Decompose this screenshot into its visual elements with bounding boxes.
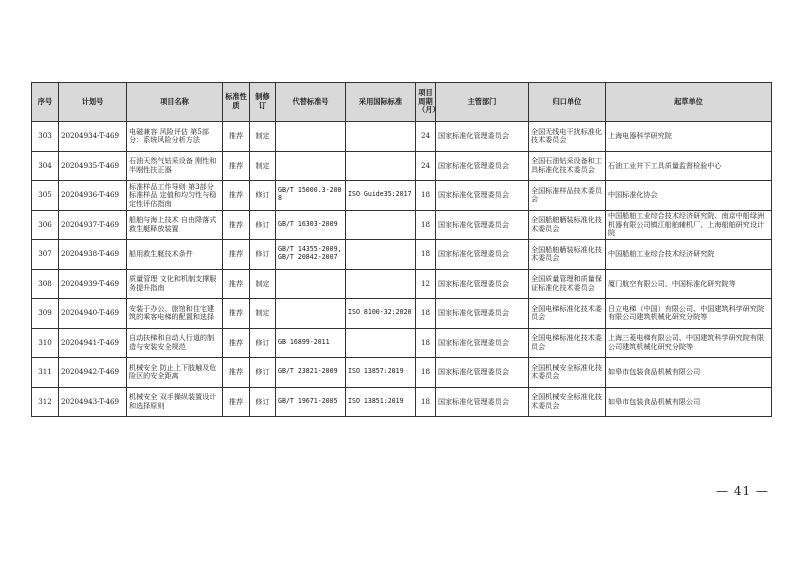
cell-project-name: 自动扶梯和自动人行道的制造与安装安全规范 xyxy=(127,328,223,358)
cell-project-name: 标准样品工作导则 第3部分 标准样品 定值和均匀性与稳定性评估指南 xyxy=(127,181,223,211)
table-row xyxy=(32,122,772,152)
cell-tc: 全国石油钻采设备和工具标准化技术委员会 xyxy=(529,151,606,181)
table-row xyxy=(32,210,772,240)
cell-plan-no: 20204943-T-469 xyxy=(59,387,127,417)
cell-nature: 推荐 xyxy=(223,269,250,299)
cell-project-name: 安装于办公、旅馆和住宅建筑的乘客电梯的配置和选择 xyxy=(127,299,223,329)
header-project-name: 项目名称 xyxy=(127,83,223,122)
cell-seq: 312 xyxy=(32,387,59,417)
header-plan-no: 计划号 xyxy=(59,83,127,122)
cell-project-name: 船用救生艇技术条件 xyxy=(127,240,223,270)
cell-cycle: 18 xyxy=(416,210,436,240)
cell-nature: 推荐 xyxy=(223,299,250,329)
cell-plan-no: 20204934-T-469 xyxy=(59,122,127,152)
cell-authority: 国家标准化管理委员会 xyxy=(436,299,529,329)
cell-authority: 国家标准化管理委员会 xyxy=(436,328,529,358)
cell-nature: 推荐 xyxy=(223,358,250,388)
cell-revision: 修订 xyxy=(250,387,276,417)
cell-authority: 国家标准化管理委员会 xyxy=(436,210,529,240)
cell-project-name: 船舶与海上技术 自由降落式救生艇释放装置 xyxy=(127,210,223,240)
cell-tc: 全国船舶舾装标准化技术委员会 xyxy=(529,240,606,270)
cell-tc: 全国无线电干扰标准化技术委员会 xyxy=(529,122,606,152)
cell-drafter: 中国船舶工业综合技术经济研究院 xyxy=(606,240,772,270)
cell-revision: 制定 xyxy=(250,269,276,299)
cell-cycle: 18 xyxy=(416,181,436,211)
cell-revision: 修订 xyxy=(250,240,276,270)
table-header-row xyxy=(32,83,772,122)
cell-intl-std xyxy=(346,240,416,270)
cell-intl-std xyxy=(346,269,416,299)
cell-seq: 309 xyxy=(32,299,59,329)
cell-intl-std xyxy=(346,122,416,152)
cell-intl-std xyxy=(346,210,416,240)
header-intl-std: 采用国际标准 xyxy=(346,83,416,122)
header-seq: 序号 xyxy=(32,83,59,122)
cell-replaced-std xyxy=(276,151,346,181)
cell-nature: 推荐 xyxy=(223,240,250,270)
cell-tc: 全国机械安全标准化技术委员会 xyxy=(529,358,606,388)
standards-plan-table xyxy=(31,82,772,417)
cell-intl-std: ISO 13851:2019 xyxy=(346,387,416,417)
cell-revision: 修订 xyxy=(250,210,276,240)
cell-drafter: 中国船舶工业综合技术经济研究院、南京中船绿洲机器有限公司镇江船舶辅机厂、上海船舶研究设计院 xyxy=(606,210,772,240)
cell-authority: 国家标准化管理委员会 xyxy=(436,387,529,417)
cell-tc: 全国电梯标准化技术委员会 xyxy=(529,328,606,358)
table-row xyxy=(32,299,772,329)
cell-intl-std: ISO 13857:2019 xyxy=(346,358,416,388)
cell-project-name: 电磁兼容 风险评估 第5部分：系统风险分析方法 xyxy=(127,122,223,152)
cell-drafter: 石油工业井下工具质量监督检验中心 xyxy=(606,151,772,181)
cell-authority: 国家标准化管理委员会 xyxy=(436,122,529,152)
cell-nature: 推荐 xyxy=(223,122,250,152)
table-row xyxy=(32,328,772,358)
cell-plan-no: 20204938-T-469 xyxy=(59,240,127,270)
cell-cycle: 12 xyxy=(416,269,436,299)
cell-authority: 国家标准化管理委员会 xyxy=(436,151,529,181)
table-row xyxy=(32,240,772,270)
header-drafter: 起草单位 xyxy=(606,83,772,122)
cell-authority: 国家标准化管理委员会 xyxy=(436,181,529,211)
cell-project-name: 机械安全 双手操纵装置设计和选择原则 xyxy=(127,387,223,417)
cell-seq: 307 xyxy=(32,240,59,270)
table-row xyxy=(32,387,772,417)
cell-seq: 306 xyxy=(32,210,59,240)
header-replaced-std: 代替标准号 xyxy=(276,83,346,122)
cell-revision: 制定 xyxy=(250,299,276,329)
cell-replaced-std: GB/T 19671-2005 xyxy=(276,387,346,417)
cell-tc: 全国船舶舾装标准化技术委员会 xyxy=(529,210,606,240)
cell-plan-no: 20204937-T-469 xyxy=(59,210,127,240)
table-row xyxy=(32,151,772,181)
cell-revision: 修订 xyxy=(250,181,276,211)
cell-seq: 310 xyxy=(32,328,59,358)
cell-tc: 全国标准样品技术委员会 xyxy=(529,181,606,211)
header-revision: 制修订 xyxy=(250,83,276,122)
table-body xyxy=(32,122,772,417)
table-row xyxy=(32,181,772,211)
cell-plan-no: 20204940-T-469 xyxy=(59,299,127,329)
cell-nature: 推荐 xyxy=(223,328,250,358)
cell-replaced-std: GB/T 15000.3-2008 xyxy=(276,181,346,211)
cell-tc: 全国电梯标准化技术委员会 xyxy=(529,299,606,329)
cell-seq: 305 xyxy=(32,181,59,211)
cell-tc: 全国质量管理和质量保证标准化技术委员会 xyxy=(529,269,606,299)
header-tc: 归口单位 xyxy=(529,83,606,122)
cell-revision: 制定 xyxy=(250,151,276,181)
cell-plan-no: 20204939-T-469 xyxy=(59,269,127,299)
cell-drafter: 厦门航空有限公司、中国标准化研究院等 xyxy=(606,269,772,299)
cell-project-name: 石油天然气钻采设备 刚性和半刚性扶正器 xyxy=(127,151,223,181)
header-nature: 标准性质 xyxy=(223,83,250,122)
cell-intl-std xyxy=(346,328,416,358)
cell-drafter: 上海电器科学研究院 xyxy=(606,122,772,152)
cell-revision: 修订 xyxy=(250,358,276,388)
cell-cycle: 24 xyxy=(416,151,436,181)
cell-cycle: 18 xyxy=(416,240,436,270)
cell-authority: 国家标准化管理委员会 xyxy=(436,240,529,270)
cell-drafter: 日立电梯（中国）有限公司、中国建筑科学研究院有限公司建筑机械化研究分院等 xyxy=(606,299,772,329)
cell-seq: 308 xyxy=(32,269,59,299)
cell-replaced-std: GB/T 16303-2009 xyxy=(276,210,346,240)
cell-drafter: 中国标准化协会 xyxy=(606,181,772,211)
cell-replaced-std: GB 16899-2011 xyxy=(276,328,346,358)
cell-intl-std xyxy=(346,151,416,181)
cell-tc: 全国机械安全标准化技术委员会 xyxy=(529,387,606,417)
cell-nature: 推荐 xyxy=(223,210,250,240)
cell-nature: 推荐 xyxy=(223,151,250,181)
page-number: — 41 — xyxy=(716,484,769,498)
cell-replaced-std xyxy=(276,299,346,329)
cell-seq: 303 xyxy=(32,122,59,152)
cell-replaced-std xyxy=(276,269,346,299)
cell-plan-no: 20204941-T-469 xyxy=(59,328,127,358)
table-row xyxy=(32,358,772,388)
cell-nature: 推荐 xyxy=(223,387,250,417)
cell-revision: 制定 xyxy=(250,122,276,152)
cell-project-name: 质量管理 文化和机制支撑服务提升指南 xyxy=(127,269,223,299)
cell-intl-std: ISO 8100-32:2020 xyxy=(346,299,416,329)
cell-cycle: 18 xyxy=(416,358,436,388)
cell-replaced-std: GB/T 14355-2009, GB/T 20842-2007 xyxy=(276,240,346,270)
cell-drafter: 如皋市包装食品机械有限公司 xyxy=(606,358,772,388)
cell-seq: 304 xyxy=(32,151,59,181)
header-authority: 主管部门 xyxy=(436,83,529,122)
cell-drafter: 上海三菱电梯有限公司、中国建筑科学研究院有限公司建筑机械化研究分院等 xyxy=(606,328,772,358)
cell-authority: 国家标准化管理委员会 xyxy=(436,358,529,388)
cell-project-name: 机械安全 防止上下肢触及危险区的安全距离 xyxy=(127,358,223,388)
cell-revision: 修订 xyxy=(250,328,276,358)
cell-replaced-std xyxy=(276,122,346,152)
cell-authority: 国家标准化管理委员会 xyxy=(436,269,529,299)
cell-cycle: 18 xyxy=(416,328,436,358)
cell-seq: 311 xyxy=(32,358,59,388)
cell-plan-no: 20204935-T-469 xyxy=(59,151,127,181)
cell-replaced-std: GB/T 23821-2009 xyxy=(276,358,346,388)
cell-plan-no: 20204936-T-469 xyxy=(59,181,127,211)
cell-cycle: 24 xyxy=(416,122,436,152)
cell-plan-no: 20204942-T-469 xyxy=(59,358,127,388)
cell-cycle: 18 xyxy=(416,387,436,417)
cell-nature: 推荐 xyxy=(223,181,250,211)
cell-cycle: 18 xyxy=(416,299,436,329)
table-row xyxy=(32,269,772,299)
cell-intl-std: ISO Guide35:2017 xyxy=(346,181,416,211)
cell-drafter: 如皋市包装食品机械有限公司 xyxy=(606,387,772,417)
header-cycle: 项目周期（月） xyxy=(416,83,436,122)
